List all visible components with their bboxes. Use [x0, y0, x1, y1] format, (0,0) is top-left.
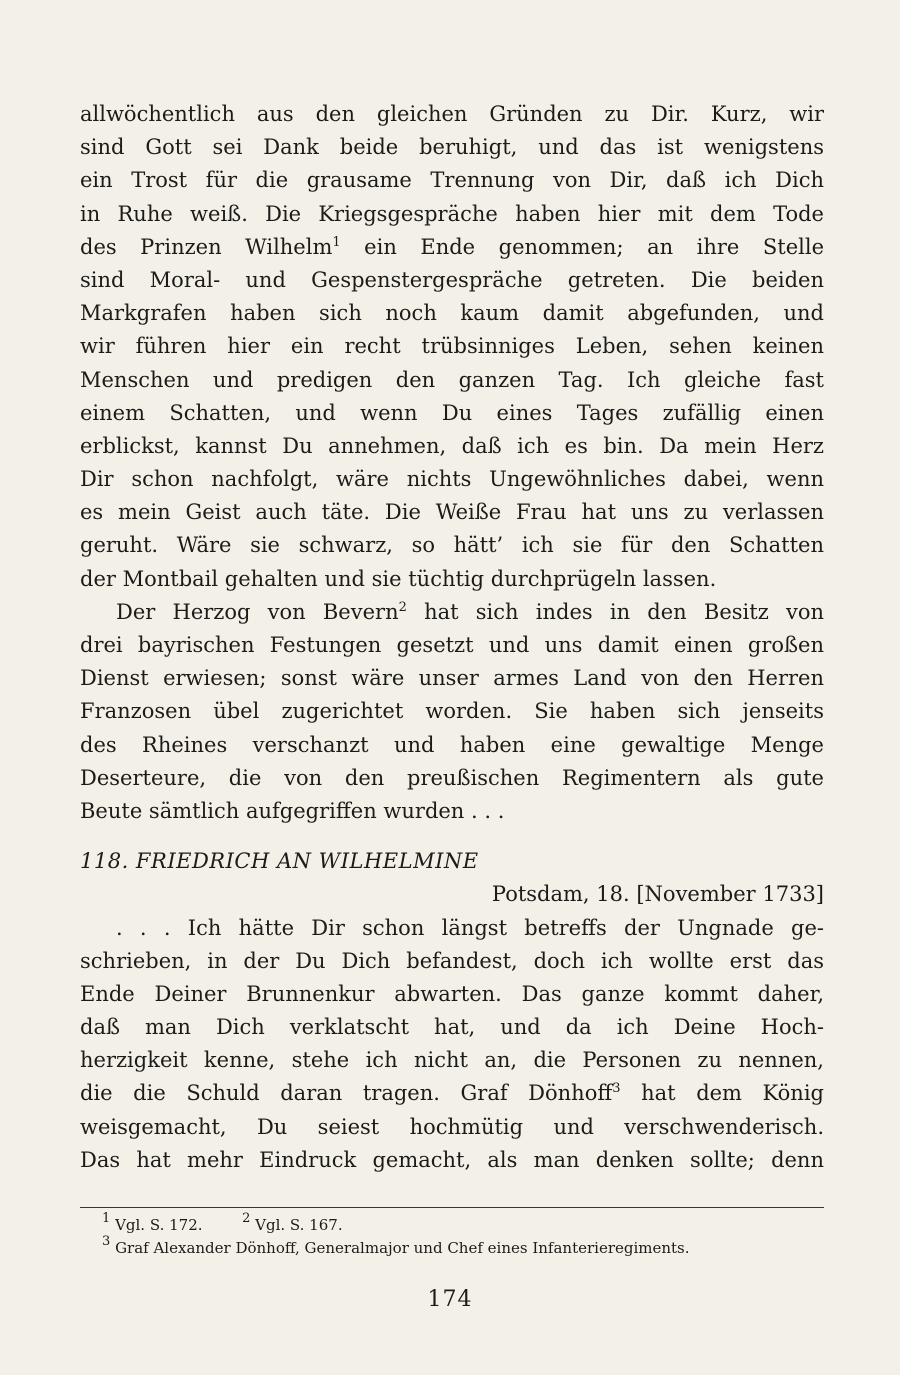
text-segment: die die Schuld daran tragen. Graf Dönhoff — [80, 1081, 613, 1106]
text-segment: ein Ende genommen; an ihre Stelle — [340, 234, 824, 259]
text-segment: des Prinzen Wilhelm — [80, 234, 333, 259]
body-text — [80, 98, 824, 1177]
text-line: Dienst erwiesen; sonst wäre unser armes Land von den Herren — [80, 666, 824, 691]
footnote-3: Graf Alexander Dönhoff, Generalmajor und Chef eines Infanterieregiments. — [115, 1239, 690, 1257]
text-line: Das hat mehr Eindruck gemacht, als man denken sollte; denn — [80, 1147, 824, 1172]
text-line: weisgemacht, Du seiest hochmütig und verschwenderisch. — [80, 1114, 824, 1139]
text-line: es mein Geist auch täte. Die Weiße Frau hat uns zu verlassen — [80, 500, 824, 525]
text-line: Beute sämtlich aufgegriffen wurden . . . — [80, 798, 505, 823]
text-line: sind Moral- und Gespenstergespräche getreten. Die beiden — [80, 267, 824, 292]
letter-heading: 118. FRIEDRICH AN WILHELMINE — [80, 849, 479, 874]
footnote-ref-2[interactable]: 2 — [398, 599, 407, 615]
footnote-divider — [80, 1207, 824, 1208]
text-line: daß man Dich verklatscht hat, und da ich Deine Hoch- — [80, 1015, 824, 1040]
text-line: sind Gott sei Dank beide beruhigt, und das ist wenigstens — [80, 135, 824, 160]
footnote-line — [102, 1234, 824, 1260]
text-line: erblickst, kannst Du annehmen, daß ich es bin. Da mein Herz — [80, 433, 824, 458]
text-line: des Rheines verschanzt und haben eine gewaltige Menge — [80, 732, 824, 757]
text-line: Franzosen übel zugerichtet worden. Sie haben sich jenseits — [80, 699, 824, 724]
footnote-mark-2: 2 — [242, 1211, 251, 1226]
text-line: . . . Ich hätte Dir schon längst betreffs der Ungnade ge- — [116, 915, 824, 940]
text-line: Markgrafen haben sich noch kaum damit abgefunden, und — [80, 301, 824, 326]
footnote-ref-1[interactable]: 1 — [332, 234, 341, 250]
text-line: Menschen und predigen den ganzen Tag. Ich gleiche fast — [80, 367, 824, 392]
text-line: in Ruhe weiß. Die Kriegsgespräche haben hier mit dem Tode — [80, 201, 824, 226]
text-line — [80, 1077, 824, 1110]
section-gap — [80, 828, 824, 845]
footnote-2: Vgl. S. 167. — [255, 1216, 343, 1234]
text-line: wir führen hier ein recht trübsinniges Leben, sehen keinen — [80, 334, 824, 359]
footnote-mark-1: 1 — [102, 1211, 111, 1226]
text-line: geruht. Wäre sie schwarz, so hätt’ ich sie für den Schatten — [80, 533, 824, 558]
footnote-1: Vgl. S. 172. — [115, 1216, 203, 1234]
text-line: Ende Deiner Brunnenkur abwarten. Das ganze kommt daher, — [80, 981, 824, 1006]
text-line: schrieben, in der Du Dich befandest, doch ich wollte erst das — [80, 948, 824, 973]
page-number: 174 — [427, 1287, 473, 1312]
text-line: Deserteure, die von den preußischen Regimentern als gute — [80, 765, 824, 790]
text-segment: hat sich indes in den Besitz von — [406, 599, 824, 624]
footnote-ref-3[interactable]: 3 — [612, 1081, 621, 1097]
text-line: herzigkeit kenne, stehe ich nicht an, die Personen zu nennen, — [80, 1048, 824, 1073]
text-line: ein Trost für die grausame Trennung von Dir, daß ich Dich — [80, 168, 824, 193]
text-line: der Montbail gehalten und sie tüchtig durchprügeln lassen. — [80, 566, 717, 591]
footnotes — [102, 1211, 824, 1260]
text-line: einem Schatten, und wenn Du eines Tages zufällig einen — [80, 400, 824, 425]
text-line: allwöchentlich aus den gleichen Gründen zu Dir. Kurz, wir — [80, 102, 824, 126]
text-line: drei bayrischen Festungen gesetzt und uns damit einen großen — [80, 633, 824, 657]
dateline: Potsdam, 18. [November 1733] — [491, 882, 824, 907]
footnote-mark-3: 3 — [102, 1234, 111, 1249]
text-line: Dir schon nachfolgt, wäre nichts Ungewöhnliches dabei, wenn — [80, 467, 824, 492]
text-segment: hat dem König — [620, 1081, 824, 1106]
footnote-line — [102, 1211, 824, 1237]
text-line — [80, 231, 824, 264]
text-line — [80, 596, 824, 629]
text-segment: Der Herzog von Bevern — [116, 599, 399, 624]
